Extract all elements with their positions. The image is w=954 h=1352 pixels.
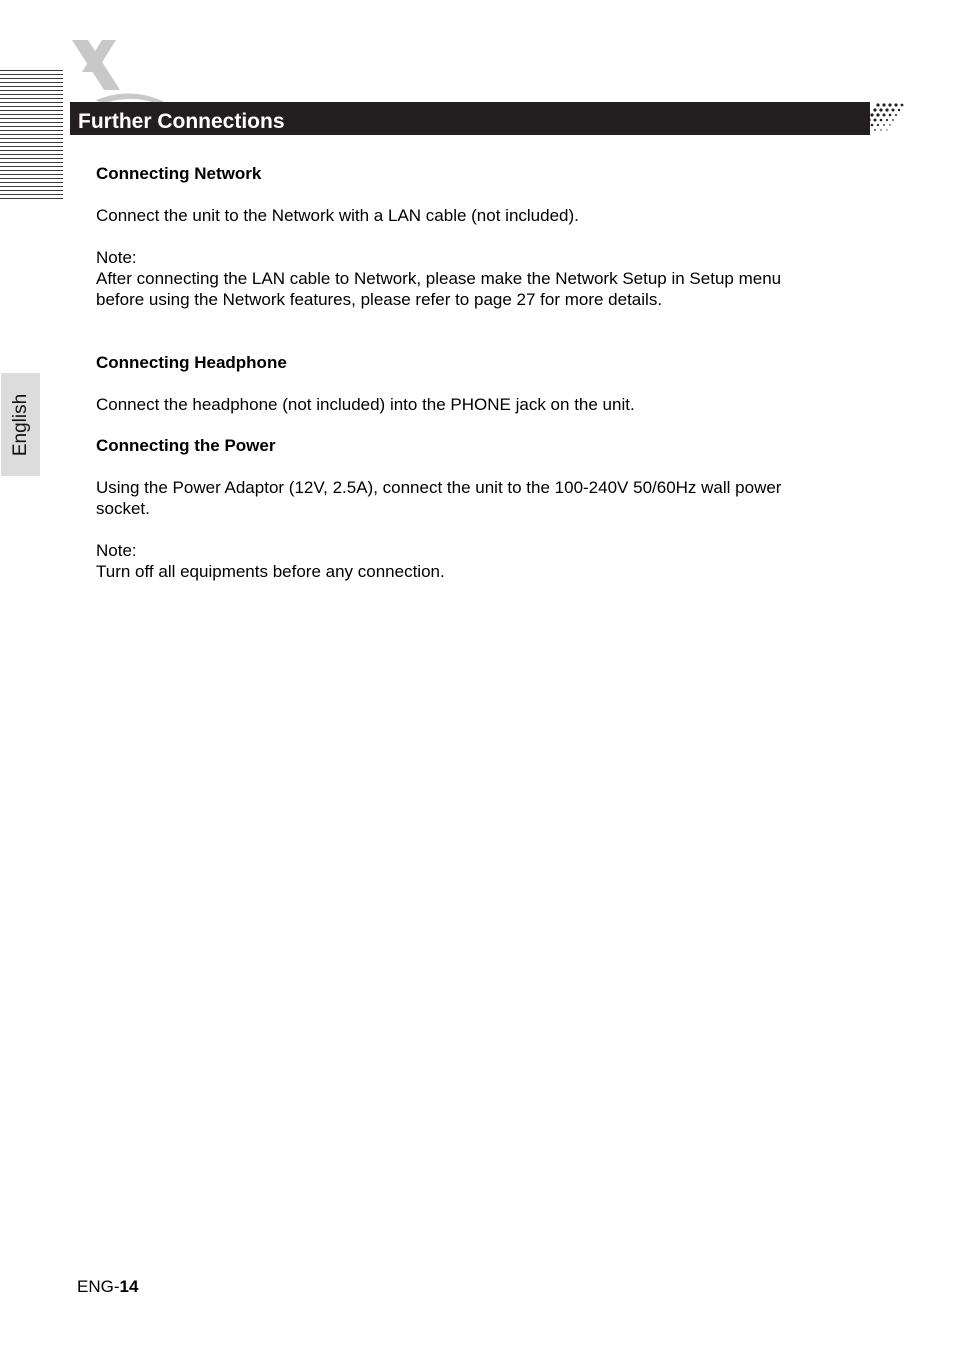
power-note-text: Turn off all equipments before any connection.	[96, 562, 445, 581]
left-stripe-decoration	[0, 70, 63, 200]
network-note-line-2: before using the Network features, please refer to page 27 for more details.	[96, 290, 663, 309]
network-note-line-1: After connecting the LAN cable to Network, please make the Network Setup in Setup menu	[96, 269, 782, 288]
section-heading-network: Connecting Network	[96, 164, 262, 183]
page-number	[77, 1276, 138, 1297]
network-note-label: Note:	[96, 248, 137, 267]
power-note-label: Note:	[96, 541, 137, 560]
page-number-value: 14	[119, 1277, 139, 1296]
section-heading-headphone: Connecting Headphone	[96, 353, 287, 372]
power-instruction-line-1: Using the Power Adaptor (12V, 2.5A), connect the unit to the 100-240V 50/60Hz wall power	[96, 478, 782, 497]
language-tab	[1, 373, 40, 476]
power-instruction-line-2: socket.	[96, 499, 150, 518]
headphone-instruction: Connect the headphone (not included) into the PHONE jack on the unit.	[96, 395, 635, 414]
section-header-bar	[70, 102, 870, 135]
halftone-dots-icon	[858, 102, 904, 135]
network-instruction: Connect the unit to the Network with a LAN cable (not included).	[96, 206, 579, 225]
x-logo-icon	[66, 36, 176, 106]
section-heading-power: Connecting the Power	[96, 436, 276, 455]
page-number-prefix: ENG-	[77, 1277, 120, 1296]
page-title: Further Connections	[78, 110, 285, 133]
language-label: English	[9, 393, 31, 456]
main-content	[96, 163, 856, 582]
